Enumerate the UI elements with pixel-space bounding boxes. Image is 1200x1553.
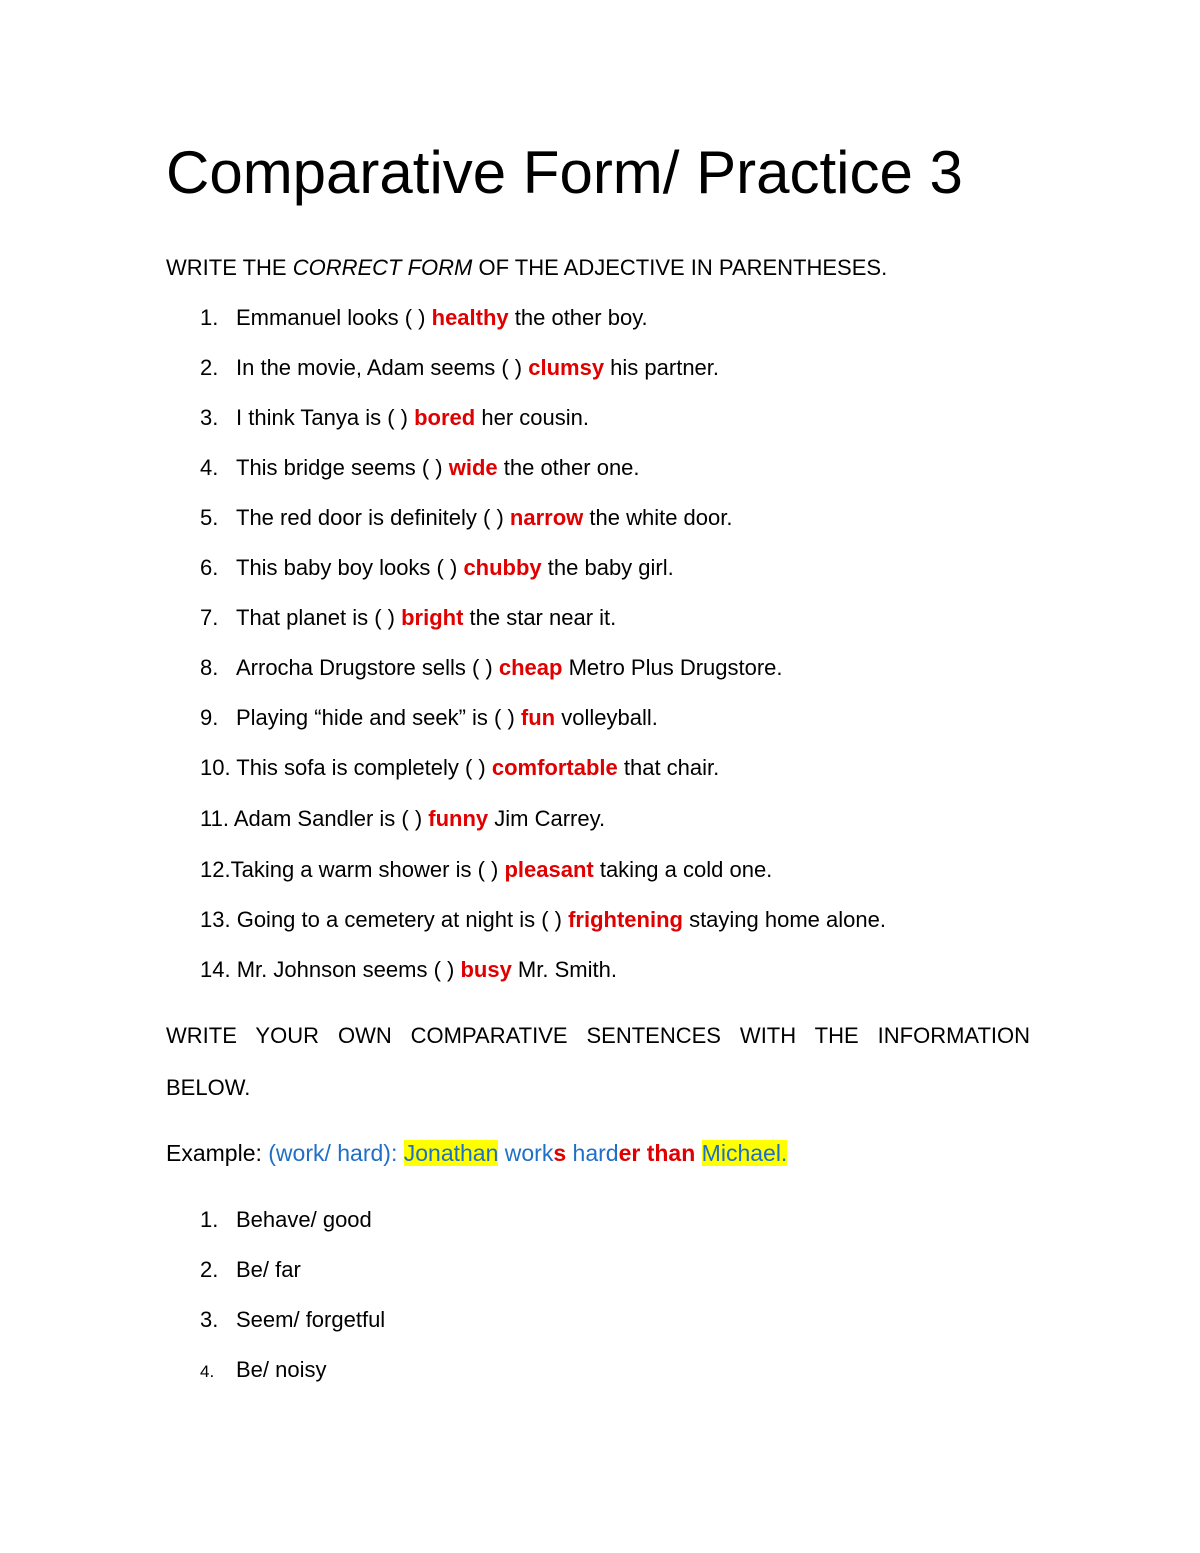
example-adjective-suffix: er <box>618 1140 641 1166</box>
question-text-before: Adam Sandler is ( ) <box>228 806 429 831</box>
question-adjective: comfortable <box>491 755 618 780</box>
question-item <box>200 653 783 683</box>
question-adjective: pleasant <box>504 857 594 882</box>
question-adjective: fun <box>520 705 556 730</box>
question-adjective: cheap <box>498 655 563 680</box>
question-text-after: the white door. <box>583 505 733 530</box>
instruction-own-sentences: WRITE YOUR OWN COMPARATIVE SENTENCES WITH THE INFORMATION BELOW. <box>166 1023 1030 1100</box>
example-than: than <box>640 1140 696 1166</box>
question-text-before: This bridge seems ( ) <box>236 455 449 480</box>
question-number: 11. <box>200 806 229 831</box>
question-text-before: This sofa is completely ( ) <box>230 755 492 780</box>
question-item <box>200 804 605 834</box>
question-text-after: that chair. <box>617 755 720 780</box>
question-text-before: The red door is definitely ( ) <box>236 505 510 530</box>
question-text-after: the baby girl. <box>541 555 674 580</box>
question-text-before: Emmanuel looks ( ) <box>236 305 432 330</box>
question-text-before: Going to a cemetery at night is ( ) <box>230 907 569 932</box>
question-text-after: his partner. <box>604 355 720 380</box>
question-item <box>200 303 648 333</box>
question-item <box>200 955 617 985</box>
example-label: Example: <box>166 1140 269 1166</box>
question-number: 1. <box>200 305 219 330</box>
own-item <box>200 1255 301 1285</box>
example-verb: work <box>498 1140 554 1166</box>
question-text-before: That planet is ( ) <box>236 605 402 630</box>
question-number: 2. <box>200 355 219 380</box>
question-number: 5. <box>200 505 219 530</box>
question-item <box>200 753 719 783</box>
question-text-after: staying home alone. <box>682 907 886 932</box>
question-adjective: funny <box>428 806 489 831</box>
question-text-after: Metro Plus Drugstore. <box>562 655 783 680</box>
question-item <box>200 603 616 633</box>
question-text-after: taking a cold one. <box>593 857 773 882</box>
instruction-suffix: OF THE ADJECTIVE IN PARENTHESES. <box>472 255 888 280</box>
page-title: Comparative Form/ Practice 3 <box>166 139 963 206</box>
instruction-prefix: WRITE THE <box>166 255 293 280</box>
own-item <box>200 1305 385 1335</box>
own-item-text: Seem/ forgetful <box>236 1307 386 1332</box>
question-item <box>200 855 772 885</box>
own-item-number: 1. <box>200 1207 219 1232</box>
question-number: 8. <box>200 655 219 680</box>
question-text-after: Jim Carrey. <box>488 806 606 831</box>
question-text-after: the other boy. <box>508 305 648 330</box>
question-adjective: bright <box>401 605 464 630</box>
example-object: Michael. <box>701 1140 788 1166</box>
question-text-before: Taking a warm shower is ( ) <box>230 857 505 882</box>
question-text-before: In the movie, Adam seems ( ) <box>236 355 529 380</box>
question-item <box>200 703 658 733</box>
question-adjective: frightening <box>568 907 683 932</box>
question-text-after: the other one. <box>497 455 640 480</box>
question-number: 13. <box>200 907 231 932</box>
question-item <box>200 905 886 935</box>
question-adjective: wide <box>448 455 498 480</box>
own-item-number: 2. <box>200 1257 219 1282</box>
instruction-correct-form <box>166 253 887 283</box>
question-text-before: This baby boy looks ( ) <box>236 555 464 580</box>
question-text-after: Mr. Smith. <box>511 957 617 982</box>
own-item-text: Behave/ good <box>236 1207 372 1232</box>
example-adjective: hard <box>566 1140 619 1166</box>
question-text-before: Playing “hide and seek” is ( ) <box>236 705 521 730</box>
question-item <box>200 553 674 583</box>
question-number: 14. <box>200 957 231 982</box>
question-number: 12. <box>200 857 231 882</box>
own-item-number: 3. <box>200 1307 219 1332</box>
example-sentence <box>166 1137 787 1169</box>
own-item-text: Be/ noisy <box>236 1357 327 1382</box>
question-text-after: the star near it. <box>463 605 617 630</box>
question-text-before: Arrocha Drugstore sells ( ) <box>236 655 499 680</box>
own-item-number: 4. <box>200 1362 215 1381</box>
question-number: 7. <box>200 605 219 630</box>
question-adjective: healthy <box>431 305 509 330</box>
question-item <box>200 503 732 533</box>
example-verb-suffix: s <box>553 1140 567 1166</box>
own-item <box>200 1205 372 1235</box>
question-item <box>200 403 589 433</box>
example-subject: Jonathan <box>403 1140 499 1166</box>
question-adjective: bored <box>414 405 476 430</box>
question-number: 10. <box>200 755 231 780</box>
question-text-before: Mr. Johnson seems ( ) <box>230 957 461 982</box>
question-text-before: I think Tanya is ( ) <box>236 405 415 430</box>
question-item <box>200 353 719 383</box>
question-adjective: narrow <box>509 505 584 530</box>
question-adjective: chubby <box>463 555 542 580</box>
example-cue: (work/ hard): <box>268 1140 404 1166</box>
question-item <box>200 453 640 483</box>
question-text-after: volleyball. <box>555 705 658 730</box>
question-number: 6. <box>200 555 219 580</box>
question-number: 3. <box>200 405 219 430</box>
own-item <box>200 1355 327 1387</box>
own-item-text: Be/ far <box>236 1257 301 1282</box>
question-adjective: clumsy <box>528 355 605 380</box>
instruction-emphasis: CORRECT FORM <box>292 255 473 280</box>
question-number: 9. <box>200 705 219 730</box>
question-text-after: her cousin. <box>475 405 589 430</box>
question-adjective: busy <box>460 957 512 982</box>
question-number: 4. <box>200 455 219 480</box>
